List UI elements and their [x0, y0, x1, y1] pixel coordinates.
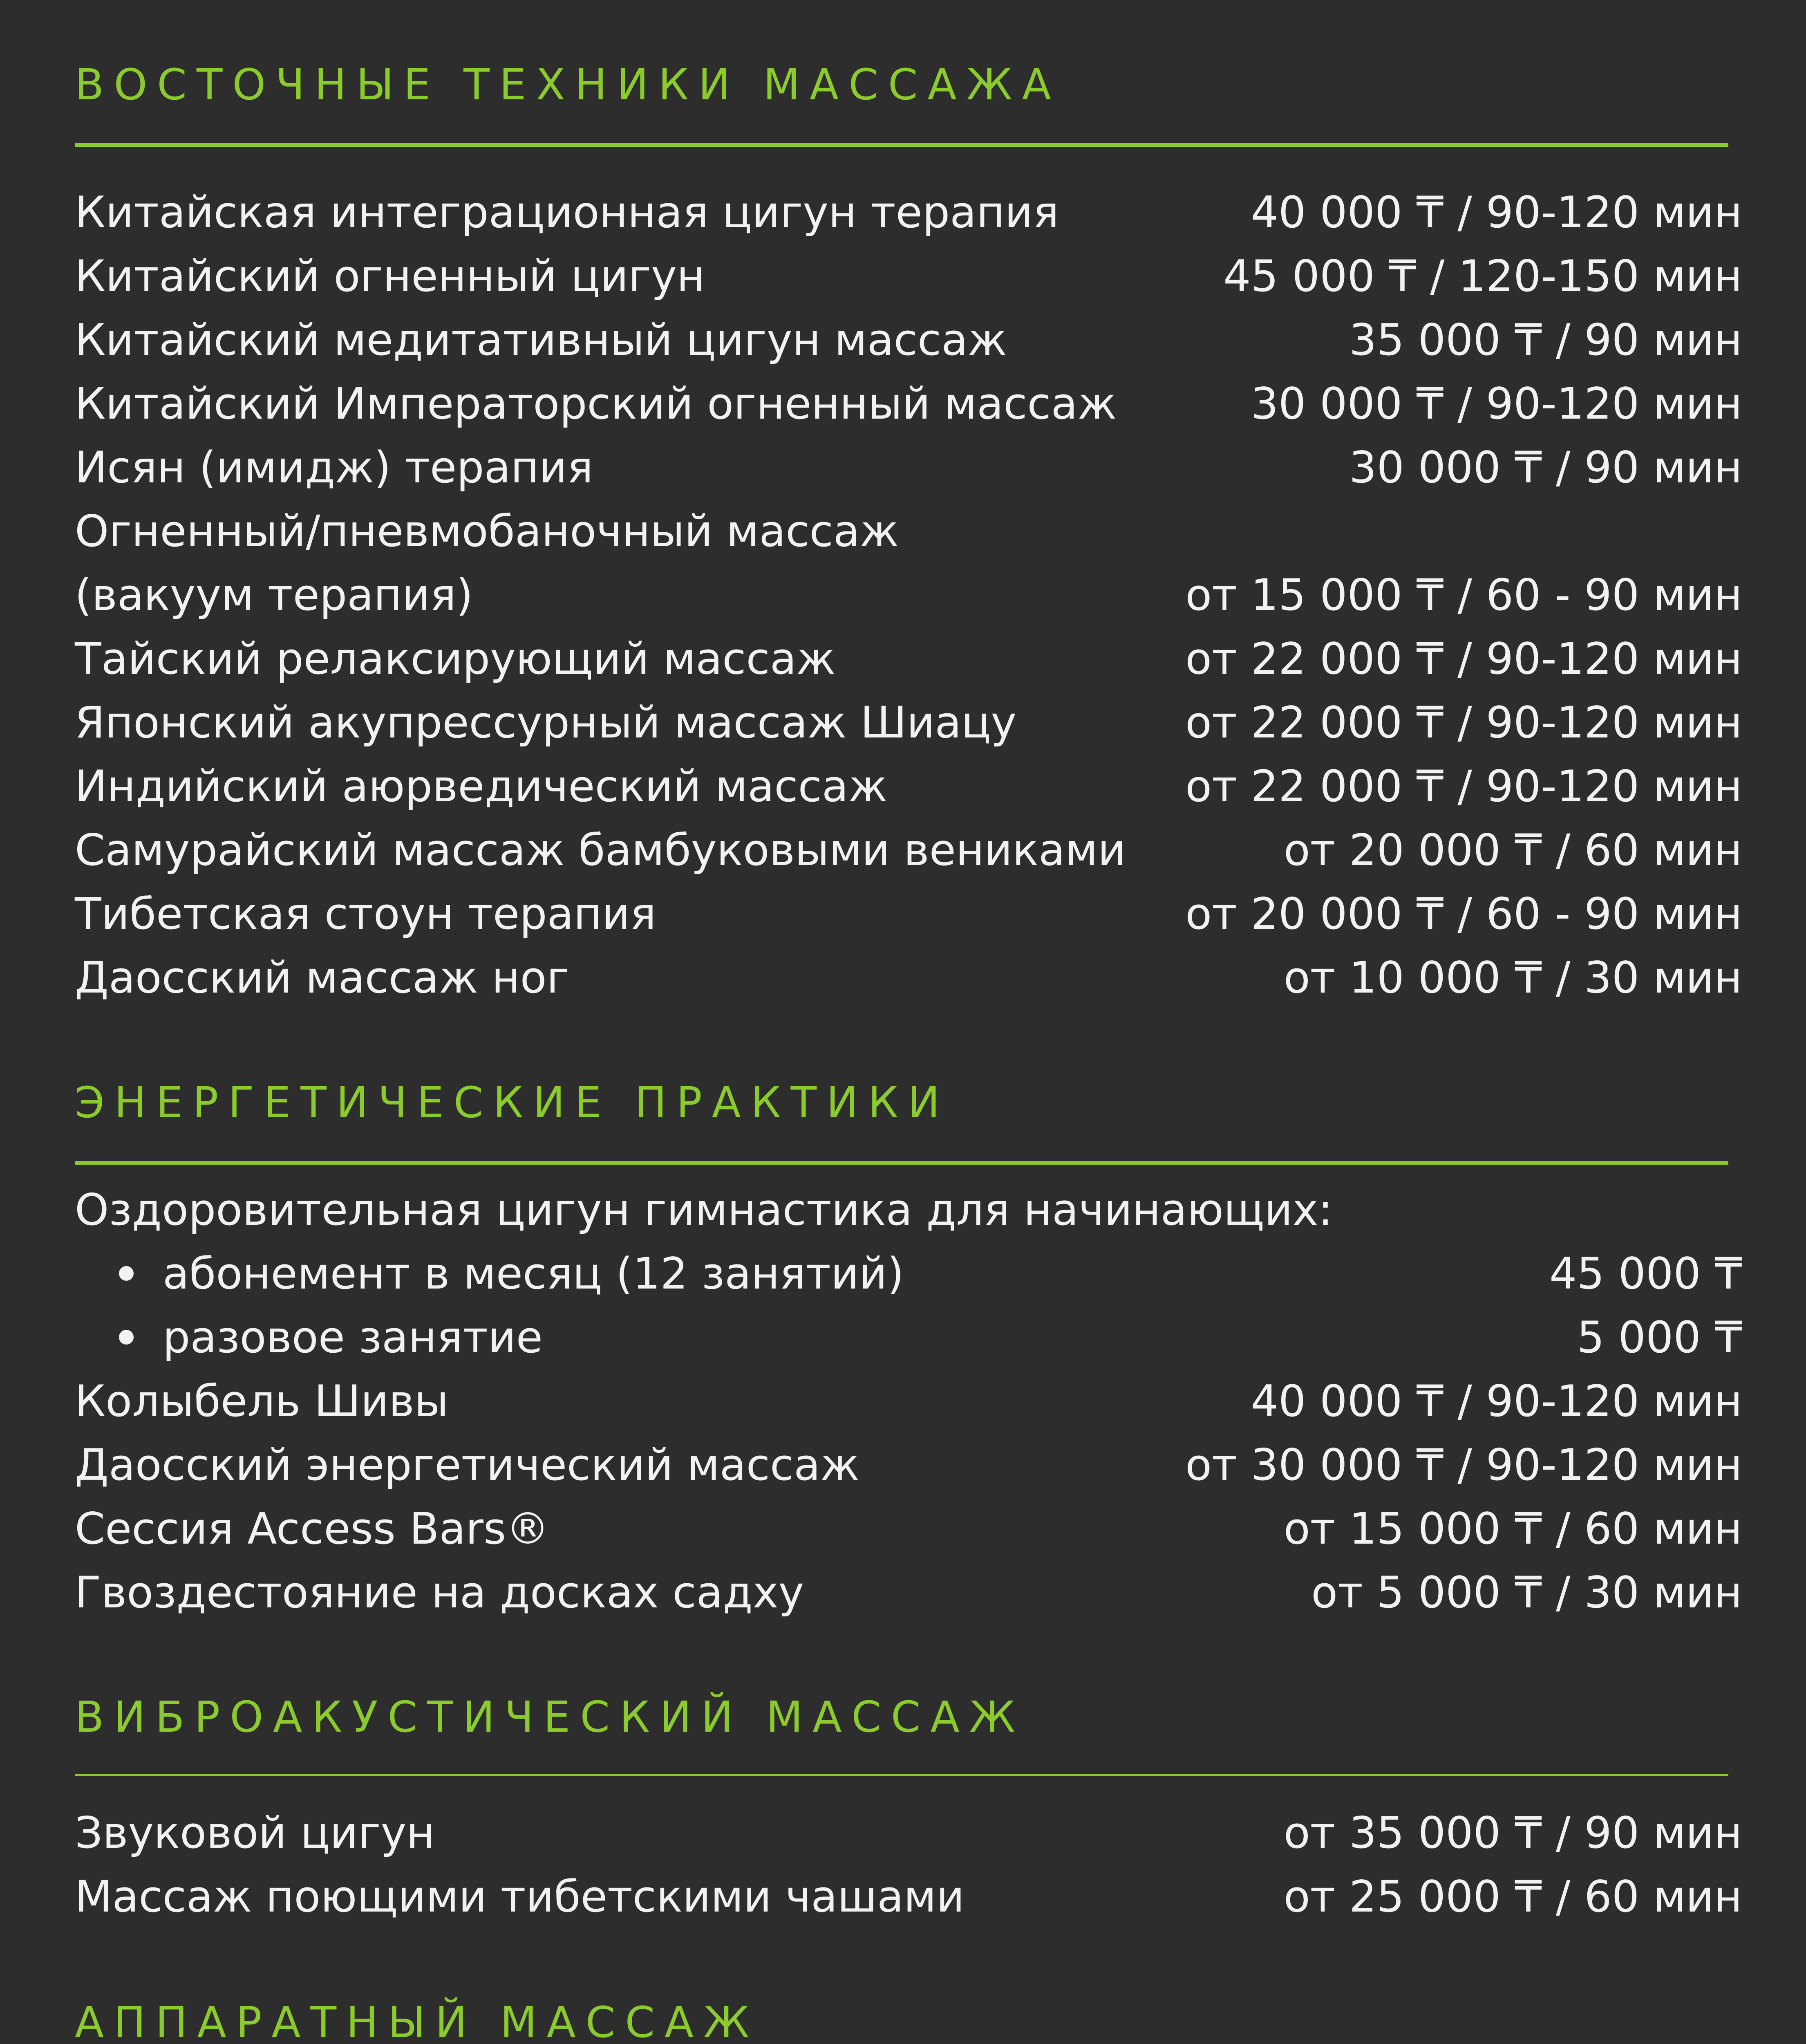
service-price: 5 000 ₸	[1577, 1312, 1742, 1363]
service-name: Тайский релаксирующий массаж	[75, 634, 836, 684]
list-item	[75, 244, 1742, 308]
service-name: абонемент в месяц (12 занятий)	[163, 1248, 904, 1299]
service-name: Китайский Императорский огненный массаж	[75, 379, 1117, 429]
service-price: 40 000 ₸ / 90-120 мин	[1251, 1376, 1742, 1426]
list-item	[75, 1801, 1742, 1865]
service-price: 35 000 ₸ / 90 мин	[1349, 315, 1742, 365]
service-price: от 22 000 ₸ / 90-120 мин	[1185, 634, 1742, 684]
service-price: 40 000 ₸ / 90-120 мин	[1251, 187, 1742, 238]
bullet-icon	[119, 1330, 134, 1345]
service-name: Массаж поющими тибетскими чашами	[75, 1871, 965, 1922]
section-divider	[75, 1161, 1728, 1165]
list-item	[75, 1433, 1742, 1497]
service-price: от 22 000 ₸ / 90-120 мин	[1185, 761, 1742, 811]
service-name: Китайская интеграционная цигун терапия	[75, 187, 1059, 238]
list-item	[75, 436, 1742, 500]
service-price: 30 000 ₸ / 90-120 мин	[1251, 379, 1742, 429]
list-item	[75, 627, 1742, 691]
section-title-vibroacoustic-massage: ВИБРОАКУСТИЧЕСКИЙ МАССАЖ	[75, 1692, 1025, 1742]
list-item	[75, 500, 1742, 563]
list-item	[75, 1178, 1742, 1242]
service-price: от 22 000 ₸ / 90-120 мин	[1185, 697, 1742, 748]
service-name: Японский акупрессурный массаж Шиацу	[75, 697, 1017, 748]
list-item	[75, 882, 1742, 946]
service-price: от 10 000 ₸ / 30 мин	[1283, 953, 1742, 1003]
service-name: Звуковой цигун	[75, 1808, 435, 1858]
bullet-icon	[119, 1266, 134, 1281]
list-item	[75, 1369, 1742, 1433]
service-price: от 35 000 ₸ / 90 мин	[1283, 1808, 1742, 1858]
service-name: Индийский аюрведический массаж	[75, 761, 888, 811]
list-item	[75, 1306, 1742, 1369]
section-divider	[75, 143, 1728, 147]
section-title-eastern-massage: ВОСТОЧНЫЕ ТЕХНИКИ МАССАЖА	[75, 60, 1061, 110]
list-item	[75, 563, 1742, 627]
section-divider	[75, 1774, 1728, 1776]
service-price: от 20 000 ₸ / 60 - 90 мин	[1185, 889, 1742, 939]
list-item	[75, 691, 1742, 755]
service-price: 45 000 ₸ / 120-150 мин	[1223, 251, 1742, 301]
list-item	[75, 372, 1742, 436]
service-price: от 30 000 ₸ / 90-120 мин	[1185, 1440, 1742, 1490]
service-price: 45 000 ₸	[1549, 1248, 1742, 1299]
section-title-energy-practices: ЭНЕРГЕТИЧЕСКИЕ ПРАКТИКИ	[75, 1078, 950, 1127]
service-name: Даосский энергетический массаж	[75, 1440, 859, 1490]
list-item	[75, 308, 1742, 372]
service-name: Тибетская стоун терапия	[75, 889, 656, 939]
service-price: от 5 000 ₸ / 30 мин	[1311, 1567, 1742, 1618]
service-name: Китайский огненный цигун	[75, 251, 705, 301]
service-price: от 15 000 ₸ / 60 мин	[1283, 1504, 1742, 1554]
service-name: Самурайский массаж бамбуковыми вениками	[75, 825, 1126, 875]
service-price: от 20 000 ₸ / 60 мин	[1283, 825, 1742, 875]
service-name: Даосский массаж ног	[75, 953, 570, 1003]
service-name: Китайский медитативный цигун массаж	[75, 315, 1007, 365]
section-title-hardware-massage: АППАРАТНЫЙ МАССАЖ	[75, 1997, 759, 2044]
service-price: от 25 000 ₸ / 60 мин	[1283, 1871, 1742, 1922]
service-name: Оздоровительная цигун гимнастика для начинающих:	[75, 1185, 1333, 1235]
list-item	[75, 818, 1742, 882]
list-item	[75, 755, 1742, 818]
service-price: от 15 000 ₸ / 60 - 90 мин	[1185, 570, 1742, 620]
service-name: Колыбель Шивы	[75, 1376, 449, 1426]
service-name: Гвоздестояние на досках садху	[75, 1567, 804, 1618]
list-item	[75, 1561, 1742, 1625]
service-name: Исян (имидж) терапия	[75, 442, 593, 493]
list-item	[75, 1865, 1742, 1929]
service-name: (вакуум терапия)	[75, 570, 473, 620]
service-name: разовое занятие	[163, 1312, 543, 1363]
service-name: Огненный/пневмобаночный массаж	[75, 506, 899, 556]
list-item	[75, 181, 1742, 244]
list-item	[75, 1497, 1742, 1561]
service-name: Сессия Access Bars®	[75, 1504, 550, 1554]
list-item	[75, 946, 1742, 1010]
service-price: 30 000 ₸ / 90 мин	[1349, 442, 1742, 493]
list-item	[75, 1242, 1742, 1306]
